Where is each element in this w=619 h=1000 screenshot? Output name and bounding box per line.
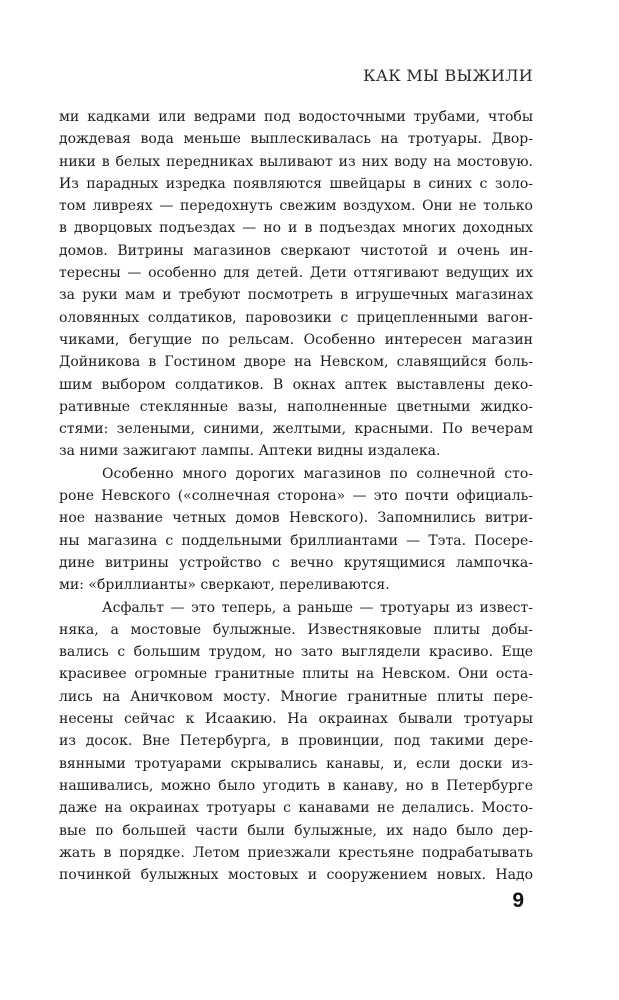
text-line: ративные стеклянные вазы, наполненные цветными жидко- [59,398,533,415]
text-line: жать в порядке. Летом приезжали крестьяне подрабатывать [59,844,533,861]
text-line: стями: зелеными, синими, желтыми, красными. По вечерам [59,421,533,438]
text-line: ми кадками или ведрами под водосточными трубами, чтобы [59,109,533,125]
text-line: за руки мам и требуют посмотреть в игрушечных магазинах [59,287,533,304]
text-line: оловянных солдатиков, паровозики с прицепленными вагон- [59,309,533,326]
text-line: Особенно много дорогих магазинов по солнечной сто- [102,465,533,482]
folio-row [59,890,524,911]
text-line: вянными тротуарами скрывались канавы, и, если доски из- [59,755,533,772]
text-line: чиками, бегущие по рельсам. Особенно интересен магазин [59,331,533,348]
text-line: за ними зажигают лампы. Аптеки видны издалека. [59,443,441,460]
text-line: несены сейчас к Исаакию. На окраинах бывали тротуары [59,711,533,728]
text-line: роне Невского («солнечная сторона» — это почти официаль- [59,488,533,505]
text-line: ники в белых передниках выливают из них воду на мостовую. [59,153,533,170]
page-number: 9 [512,889,524,912]
text-line: вые по большей части были булыжные, их надо было дер- [59,822,533,839]
text-line: починкой булыжных мостовых и сооружением новых. Надо [59,867,533,884]
text-line: ны магазина с поддельными бриллиантами — Тэта. Посере- [59,532,533,549]
text-line: том ливреях — передохнуть свежим воздухом. Они не только [59,198,533,215]
running-head-title: КАК МЫ ВЫЖИЛИ [363,66,533,85]
text-line: Асфальт — это теперь, а раньше — тротуары из извест- [102,599,533,616]
text-line: в дворцовых подъездах — но и в подъездах многих доходных [59,220,533,237]
text-line: лись на Аничковом мосту. Многие гранитные плиты пере- [59,688,533,705]
body-text-block [59,106,533,886]
text-line: шим выбором солдатиков. В окнах аптек выставлены деко- [59,376,533,393]
running-head-row [59,66,533,85]
text-line: дождевая вода меньше выплескивалась на тротуары. Двор- [59,131,533,148]
text-line: няка, а мостовые булыжные. Известняковые плиты добы- [59,621,533,638]
text-line: вались с большим трудом, но зато выглядели красиво. Еще [59,644,533,661]
text-line: тересны — особенно для детей. Дети оттягивают ведущих их [59,265,533,282]
text-line: домов. Витрины магазинов сверкают чистотой и очень ин- [59,242,533,259]
text-line: даже на окраинах тротуары с канавами не делались. Мосто- [59,800,533,817]
text-line: ми: «бриллианты» сверкают, переливаются. [59,577,390,594]
text-line: из досок. Вне Петербурга, в провинции, под такими дере- [59,733,533,750]
text-line: Из парадных изредка появляются швейцары в синих с золо- [59,175,533,192]
text-line: нашивались, можно было угодить в канаву, но в Петербурге [59,777,533,794]
text-line: Дойникова в Гостином дворе на Невском, славящийся боль- [59,354,533,371]
text-line: красивее огромные гранитные плиты на Невском. Они оста- [59,666,533,683]
text-line: дине витрины устройство с вечно крутящимися лампочка- [59,554,533,571]
text-line: ное название четных домов Невского). Запомнились витри- [59,510,533,527]
